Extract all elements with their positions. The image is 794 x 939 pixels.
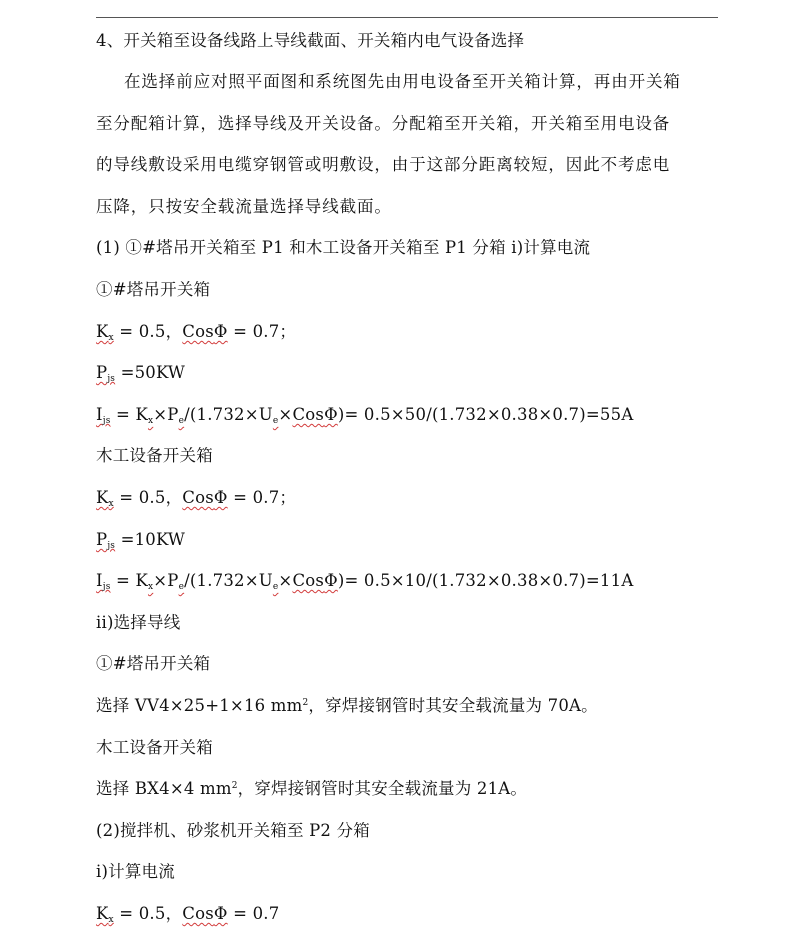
tower-crane-heading: ①#塔吊开关箱 bbox=[96, 280, 211, 299]
woodwork-pjs-line: $P_{js} =10KW$ bbox=[96, 530, 186, 551]
tower-crane-kx-line: $K_x = 0.5$，CosΦ = 0.7； bbox=[96, 322, 297, 343]
header-rule bbox=[96, 17, 718, 18]
tower-crane-ijs-line: $I_{js} = K_x\times P_e/(1.732\times U_e\times Cos\Phi)= 0.5\times 50/(1.732\times 0.38\times 0.7)=55A$ bbox=[96, 405, 634, 426]
woodwork-ijs-line: $I_{js} = K_x\times P_e/(1.732\times U_e\times Cos\Phi)= 0.5\times 10/(1.732\times 0.38\times 0.7)=11A$ bbox=[96, 571, 634, 592]
woodwork-heading: 木工设备开关箱 bbox=[96, 446, 213, 465]
part2-kx-line: $K_x = 0.5$，CosΦ = 0.7 bbox=[96, 904, 280, 925]
part2-title: (2)搅拌机、砂浆机开关箱至 P2 分箱 bbox=[96, 821, 370, 840]
intro-line-4: 压降，只按安全载流量选择导线截面。 bbox=[96, 197, 392, 216]
intro-line-1: 在选择前应对照平面图和系统图先由用电设备至开关箱计算，再由开关箱 bbox=[124, 72, 681, 91]
part2-calc-title: i)计算电流 bbox=[96, 862, 175, 881]
select-wire-woodwork-text: 选择 BX4×4 $mm^2$，穿焊接钢管时其安全载流量为 21A。 bbox=[96, 779, 528, 798]
section-heading: 4、开关箱至设备线路上导线截面、开关箱内电气设备选择 bbox=[96, 31, 525, 50]
select-wire-tower-crane-text: 选择 VV4×25+1×16 $mm^2$，穿焊接钢管时其安全载流量为 70A。 bbox=[96, 696, 598, 715]
woodwork-kx-line: $K_x = 0.5$，CosΦ = 0.7； bbox=[96, 488, 297, 509]
kx-symbol: $K_x$ bbox=[96, 322, 114, 343]
select-wire-woodwork-heading: 木工设备开关箱 bbox=[96, 738, 213, 757]
select-wire-tower-crane-heading: ①#塔吊开关箱 bbox=[96, 654, 211, 673]
intro-line-2: 至分配箱计算，选择导线及开关设备。分配箱至开关箱，开关箱至用电设备 bbox=[96, 114, 671, 133]
select-wire-heading: ii)选择导线 bbox=[96, 613, 181, 632]
tower-crane-pjs-line: $P_{js} =50KW$ bbox=[96, 363, 186, 384]
part1-title: (1) ①#塔吊开关箱至 P1 和木工设备开关箱至 P1 分箱 i)计算电流 bbox=[96, 238, 591, 257]
intro-line-3: 的导线敷设采用电缆穿钢管或明敷设，由于这部分距离较短，因此不考虑电 bbox=[96, 155, 671, 174]
